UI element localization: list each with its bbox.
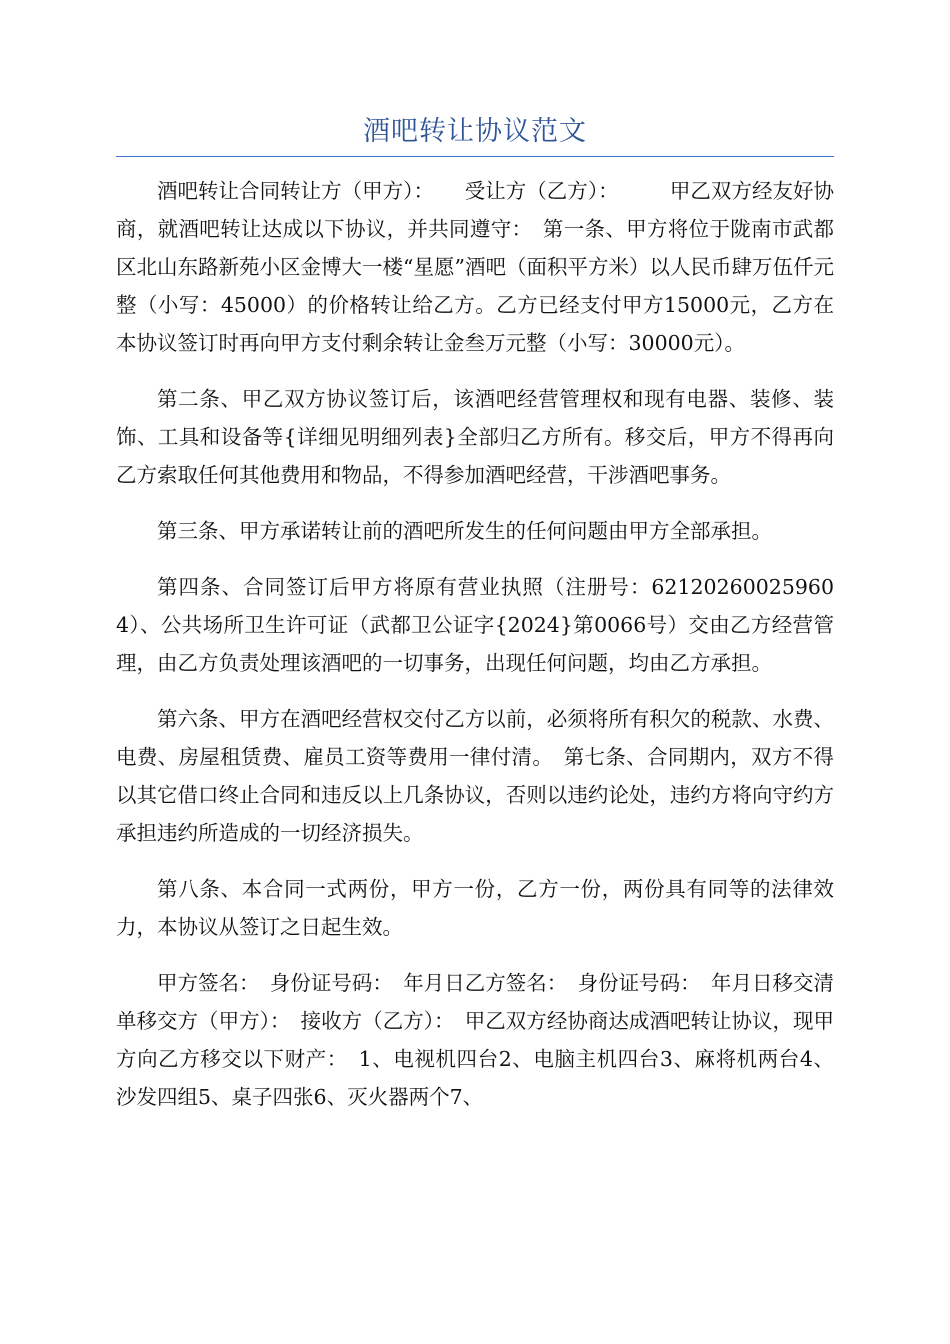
title-block bbox=[116, 112, 834, 157]
paragraph-4: 第四条、合同签订后甲方将原有营业执照（注册号：621202600259604）、公共场所卫生许可证（武都卫公证字{2024}第0066号）交由乙方经营管理，由乙方负责处理该酒吧的一切事务，出现任何问题，均由乙方承担。 bbox=[116, 575, 834, 675]
title-underline bbox=[116, 156, 834, 157]
paragraph-3: 第三条、甲方承诺转让前的酒吧所发生的任何问题由甲方全部承担。 bbox=[157, 519, 772, 543]
document-body bbox=[116, 172, 834, 1134]
document-title: 酒吧转让协议范文 bbox=[363, 116, 587, 147]
paragraph-7: 甲方签名： 身份证号码： 年月日乙方签名： 身份证号码： 年月日移交清单移交方（甲方）： 接收方（乙方）： 甲乙双方经协商达成酒吧转让协议，现甲方向乙方移交以下财产： 1、电视机四台2、电脑主机四台3、麻将机两台4、沙发四组5、桌子四张6、灭火器两个7、 bbox=[116, 971, 834, 1109]
paragraph-5: 第六条、甲方在酒吧经营权交付乙方以前，必须将所有积欠的税款、水费、电费、房屋租赁费、雇员工资等费用一律付清。 第七条、合同期内，双方不得以其它借口终止合同和违反以上几条协议，否则以违约论处，违约方将向守约方承担违约所造成的一切经济损失。 bbox=[116, 707, 834, 845]
paragraph-6: 第八条、本合同一式两份，甲方一份，乙方一份，两份具有同等的法律效力，本协议从签订之日起生效。 bbox=[116, 877, 834, 939]
paragraph-2: 第二条、甲乙双方协议签订后，该酒吧经营管理权和现有电器、装修、装饰、工具和设备等{详细见明细列表}全部归乙方所有。移交后，甲方不得再向乙方索取任何其他费用和物品，不得参加酒吧经营，干涉酒吧事务。 bbox=[116, 387, 834, 487]
paragraph-1: 酒吧转让合同转让方（甲方）： 受让方（乙方）： 甲乙双方经友好协商，就酒吧转让达成以下协议，并共同遵守： 第一条、甲方将位于陇南市武都区北山东路新苑小区金博大一楼“星愿”酒吧（面积平方米）以人民币肆万伍仟元整（小写：45000）的价格转让给乙方。乙方已经支付甲方15000元，乙方在本协议签订时再向甲方支付剩余转让金叁万元整（小写：30000元）。 bbox=[116, 179, 834, 355]
